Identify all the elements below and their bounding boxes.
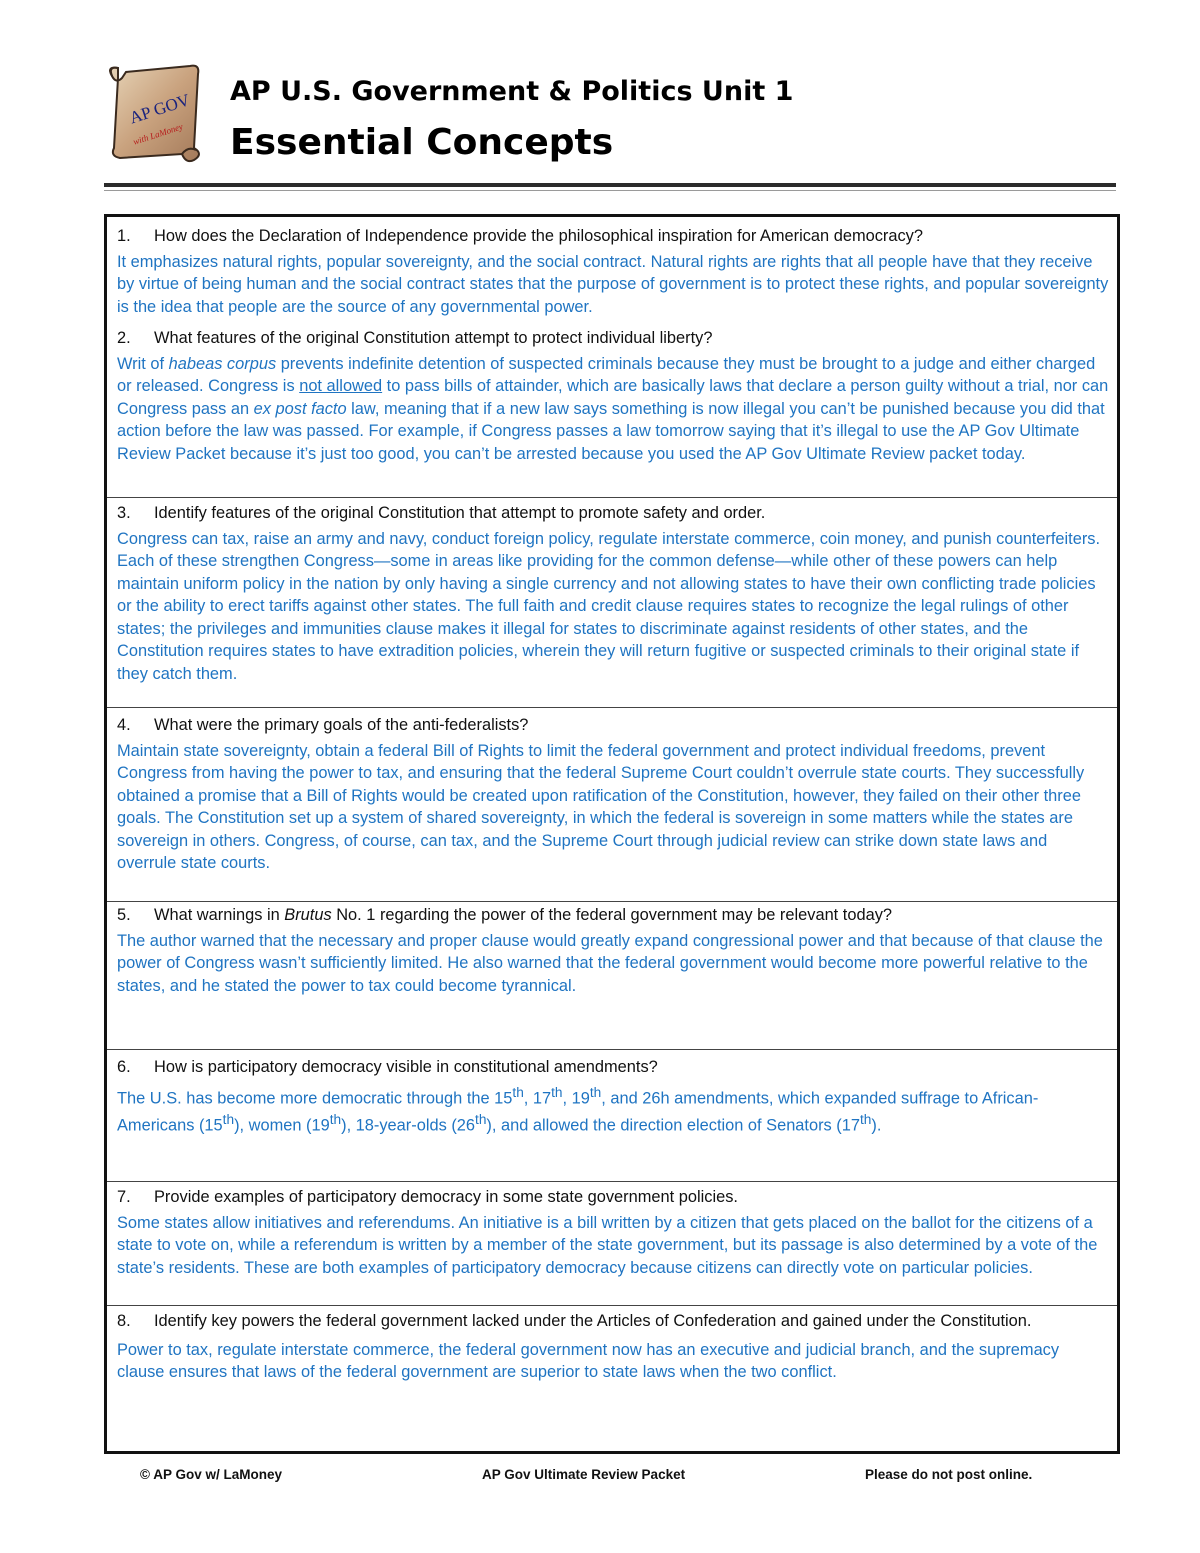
answer: The author warned that the necessary and proper clause would greatly expand congressional power and that because of that clause the power of Congress wasn’t sufficiently limited. He also warned that the federal government would become more powerful relative to the states, and he stated the power to tax could become tyrannical. bbox=[117, 931, 1103, 995]
question-number: 4. bbox=[117, 716, 131, 734]
question-section-1 bbox=[107, 217, 1117, 321]
question bbox=[117, 327, 1109, 350]
question bbox=[117, 1186, 1109, 1209]
answer: Some states allow initiatives and referendums. An initiative is a bill written by a citizen that gets placed on the ballot for the citizens of a state to vote on, while a referendum is written by a member of the state government, but its passage is also determined by a vote of the state’s residents. These are both examples of participatory democracy because citizens can directly vote on particular policies. bbox=[117, 1213, 1098, 1277]
logo-text-bottom: with LaMoney bbox=[131, 121, 185, 147]
footer-packet-title: AP Gov Ultimate Review Packet bbox=[482, 1467, 686, 1482]
question-section-4 bbox=[107, 707, 1117, 901]
question-text: How does the Declaration of Independence provide the philosophical inspiration for American democracy? bbox=[154, 227, 923, 245]
question-section-8 bbox=[107, 1305, 1117, 1451]
question-text: Identify key powers the federal government lacked under the Articles of Confederation and gained under the Constitution. bbox=[154, 1312, 1032, 1330]
answer: The U.S. has become more democratic through the 15th, 17th, 19th, and 26h amendments, which expanded suffrage to African-Americans (15th), women (19th), 18-year-olds (26th), and allowed the direction election of Senators (17th). bbox=[117, 1084, 1039, 1135]
header-divider-thin bbox=[104, 190, 1116, 191]
question-number: 6. bbox=[117, 1058, 131, 1076]
question: 5. What warnings in Brutus No. 1 regarding the power of the federal government may be relevant today? bbox=[117, 904, 1109, 927]
question-section-7 bbox=[107, 1181, 1117, 1305]
answer: Writ of habeas corpus prevents indefinite detention of suspected criminals because they must be brought to a judge and either charged or released. Congress is not allowed to pass bills of attainder, which are basically laws that declare a person guilty without a trial, nor can Congress pass an ex post facto law, meaning that if a new law says something is now illegal you can’t be punished because you did that action before the law was passed. For example, if Congress passes a law tomorrow saying that it’s illegal to use the AP Gov Ultimate Review Packet because it’s just too good, you can’t be arrested because you used the AP Gov Ultimate Review packet today. bbox=[117, 354, 1109, 463]
answer: Maintain state sovereignty, obtain a federal Bill of Rights to limit the federal government and protect individual freedoms, prevent Congress from having the power to tax, and ensuring that the federal Supreme Court couldn’t overrule state courts. They successfully obtained a promise that a Bill of Rights would be created upon ratification of the Constitution, however, they failed on their other three goals. The Constitution set up a system of shared sovereignty, in which the federal is sovereign in some matters while the states are sovereign in others. Congress, of course, can tax, and the Supreme Court through judicial review can strike down state laws and overrule state courts. bbox=[117, 741, 1085, 872]
page-subtitle: AP U.S. Government & Politics Unit 1 bbox=[230, 76, 794, 107]
logo-text-top: AP GOV bbox=[127, 90, 193, 128]
footer-notice: Please do not post online. bbox=[865, 1467, 1033, 1482]
header-divider bbox=[104, 183, 1116, 187]
question-text: Provide examples of participatory democracy in some state government policies. bbox=[154, 1188, 738, 1206]
answer: Congress can tax, raise an army and navy, conduct foreign policy, regulate interstate commerce, coin money, and punish counterfeiters. Each of these strengthen Congress—some in areas like providing for the common defense—while other of these powers can help maintain uniform policy in the nation by only having a single currency and not allowing states to have their own conflicting trade policies or the ability to erect tariffs against other states. The full faith and credit clause requires states to recognize the legal rulings of other states; the privileges and immunities clause makes it illegal for states to discriminate against residents of other states, and the Constitution requires states to have extradition policies, wherein they will return fugitive or suspected criminals to their original state if they catch them. bbox=[117, 529, 1101, 683]
question-section-2 bbox=[107, 321, 1117, 497]
questions-box bbox=[104, 214, 1120, 1454]
question-section-5 bbox=[107, 901, 1117, 1049]
footer-copyright: © AP Gov w/ LaMoney bbox=[140, 1467, 282, 1482]
question-number: 3. bbox=[117, 504, 131, 522]
question-number: 1. bbox=[117, 227, 131, 245]
question bbox=[117, 714, 1109, 737]
logo bbox=[104, 58, 208, 164]
question-text: What features of the original Constitution attempt to protect individual liberty? bbox=[154, 329, 713, 347]
answer: It emphasizes natural rights, popular sovereignty, and the social contract. Natural rights are rights that all people have that they receive by virtue of being human and the social contract states that the purpose of government is to protect these rights, and popular sovereignty is the idea that people are the source of any governmental power. bbox=[117, 252, 1109, 316]
question-number: 2. bbox=[117, 329, 131, 347]
question bbox=[117, 225, 1109, 248]
question bbox=[117, 502, 1109, 525]
question-section-6 bbox=[107, 1049, 1117, 1181]
question-section-3 bbox=[107, 497, 1117, 707]
question bbox=[117, 1310, 1109, 1333]
question bbox=[117, 1056, 1109, 1079]
question-number: 7. bbox=[117, 1188, 131, 1206]
question-text: How is participatory democracy visible in constitutional amendments? bbox=[154, 1058, 658, 1076]
question-text: What were the primary goals of the anti-federalists? bbox=[154, 716, 529, 734]
question-number: 5. bbox=[117, 906, 131, 924]
page-title: Essential Concepts bbox=[230, 122, 614, 163]
answer: Power to tax, regulate interstate commerce, the federal government now has an executive and judicial branch, and the supremacy clause ensures that laws of the federal government are superior to state laws when the two conflict. bbox=[117, 1340, 1060, 1381]
question-text: Identify features of the original Constitution that attempt to promote safety and order. bbox=[154, 504, 766, 522]
question-number: 8. bbox=[117, 1312, 131, 1330]
